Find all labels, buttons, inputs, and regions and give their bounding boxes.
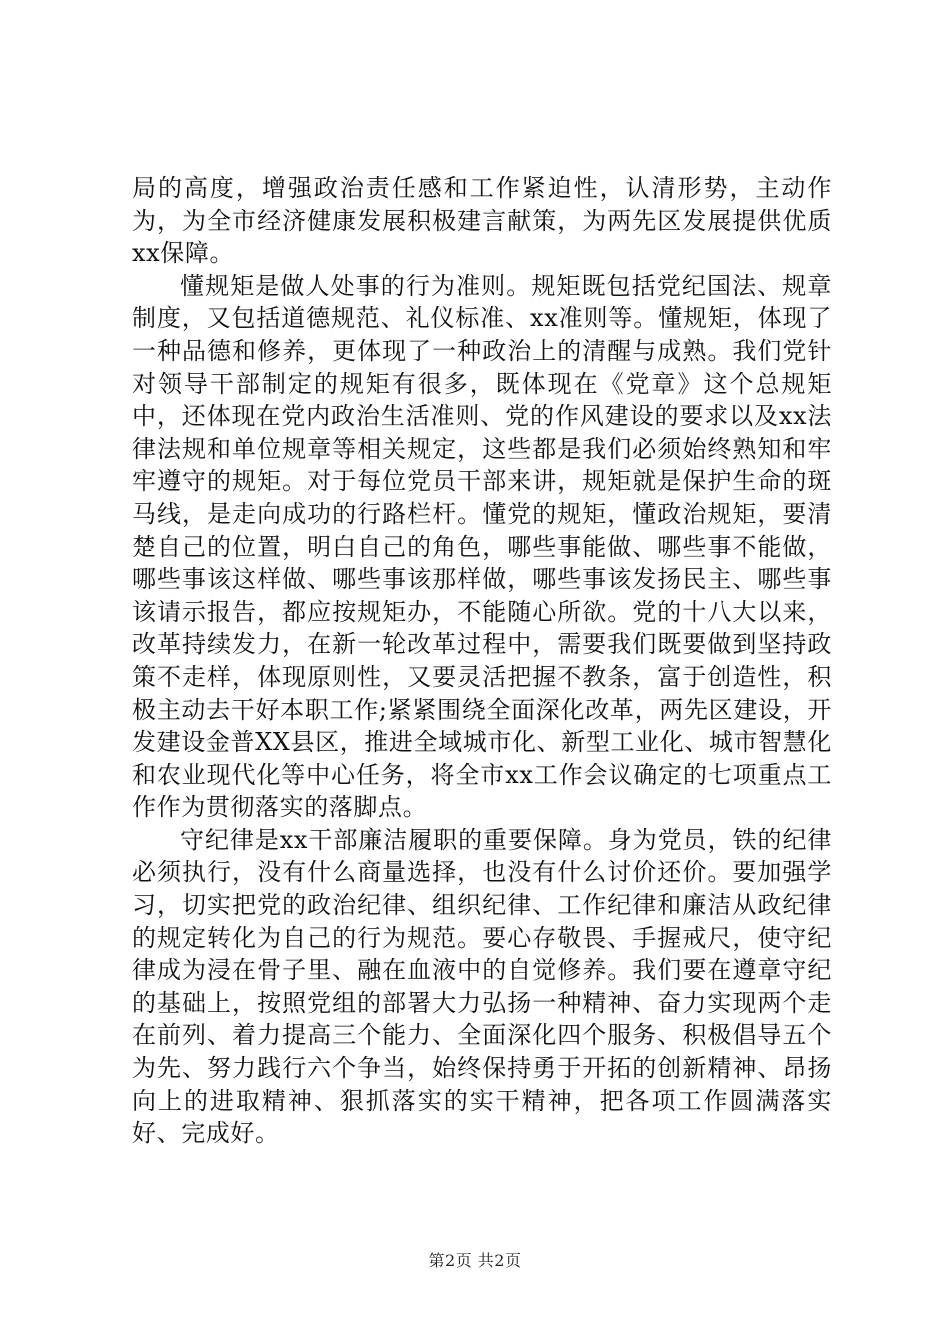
page-footer: 第2页 共2页 [428,1251,522,1270]
paragraph-3: 守纪律是xx干部廉洁履职的重要保障。身为党员，铁的纪律必须执行，没有什么商量选择，也没有什么讨价还价。要加强学习，切实把党的政治纪律、组织纪律、工作纪律和廉洁从政纪律的规定转化为自己的行为规范。要心存敬畏、手握戒尺，使守纪律成为浸在骨子里、融在血液中的自觉修养。我们要在遵章守纪的基础上，按照党组的部署大力弘扬一种精神、奋力实现两个走在前列、着力提高三个能力、全面深化四个服务、积极倡导五个为先、努力践行六个争当，始终保持勇于开拓的创新精神、昂扬向上的进取精神、狠抓落实的实干精神，把各项工作圆满落实好、完成好。 [132,825,832,1148]
paragraph-2: 懂规矩是做人处事的行为准则。规矩既包括党纪国法、规章制度，又包括道德规范、礼仪标准、xx准则等。懂规矩，体现了一种品德和修养，更体现了一种政治上的清醒与成熟。我们党针对领导干部制定的规矩有很多，既体现在《党章》这个总规矩中，还体现在党内政治生活准则、党的作风建设的要求以及xx法律法规和单位规章等相关规定，这些都是我们必须始终熟知和牢牢遵守的规矩。对于每位党员干部来讲，规矩就是保护生命的斑马线，是走向成功的行路栏杆。懂党的规矩，懂政治规矩，要清楚自己的位置，明白自己的角色，哪些事能做、哪些事不能做，哪些事该这样做、哪些事该那样做，哪些事该发扬民主、哪些事该请示报告，都应按规矩办，不能随心所欲。党的十八大以来，改革持续发力，在新一轮改革过程中，需要我们既要做到坚持政策不走样，体现原则性，又要灵活把握不教条，富于创造性，积极主动去干好本职工作;紧紧围绕全面深化改革，两先区建设，开发建设金普XX县区，推进全域城市化、新型工业化、城市智慧化和农业现代化等中心任务，将全市xx工作会议确定的七项重点工作作为贯彻落实的落脚点。 [132,271,832,822]
paragraph-1: 局的高度，增强政治责任感和工作紧迫性，认清形势，主动作为，为全市经济健康发展积极建言献策，为两先区发展提供优质xx保障。 [132,174,832,268]
document-body [132,172,832,1150]
